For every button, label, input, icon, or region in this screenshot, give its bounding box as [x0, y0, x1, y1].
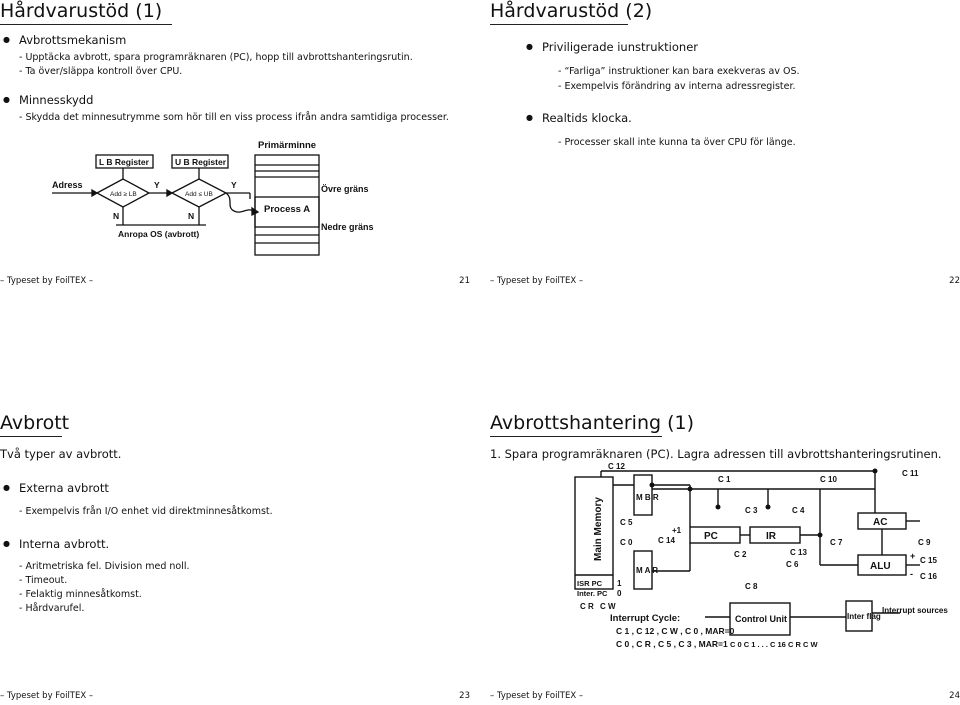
title-underline [490, 436, 662, 437]
c5-label: C 5 [620, 518, 633, 527]
slide-title: Hårdvarustöd (1) [0, 0, 163, 22]
memory-protection-diagram [0, 135, 470, 255]
no-label-1: N [113, 211, 120, 221]
c2-label: C 2 [734, 550, 747, 559]
c3-label: C 3 [745, 506, 758, 515]
page-number: 23 [459, 691, 470, 701]
inter-pc-label: Inter. PC [577, 589, 608, 598]
ir-label: IR [766, 531, 776, 542]
page-number: 21 [459, 276, 470, 286]
title-underline [0, 24, 172, 25]
sub-item: - Ta över/släppa kontroll över CPU. [19, 66, 183, 77]
c14-label: C 14 [658, 536, 675, 545]
c8-label: C 8 [745, 582, 758, 591]
address-label: Adress [52, 180, 83, 190]
bullet-avbrottsmekanism: ● Avbrottsmekanism [19, 33, 126, 47]
interrupt-cycle-title: Interrupt Cycle: [610, 613, 681, 624]
bullet-interna: ● Interna avbrott. [19, 537, 109, 551]
plus-one-label: +1 [672, 526, 682, 535]
lower-bound-label: Nedre gräns [321, 222, 374, 232]
ub-register-label: U B Register [175, 157, 227, 167]
page-number: 24 [949, 691, 960, 701]
c16-label: C 16 [920, 572, 937, 581]
interrupt-sources-label: Interrupt sources [882, 606, 948, 615]
bullet-externa: ● Externa avbrott [19, 481, 109, 495]
slide-23 [0, 355, 470, 700]
slide-22 [490, 0, 960, 345]
isr-pc-label: ISR PC [577, 579, 603, 588]
control-signals-label: C 0 C 1 . . . C 16 C R C W [730, 640, 818, 649]
control-unit-label: Control Unit [735, 614, 787, 624]
c12-label: C 12 [608, 462, 625, 471]
sub-item: - Upptäcka avbrott, spara programräknaren (PC), hopp till avbrottshanteringsrutin. [19, 52, 413, 63]
interrupt-cycle-step1: C 1 , C 12 , C W , C 0 , MAR=0 [616, 626, 735, 636]
interrupt-cpu-diagram [490, 462, 960, 667]
bullet-priviligerade: ● Priviligerade iunstruktioner [542, 40, 698, 54]
sub-item: - Felaktig minnesåtkomst. [19, 589, 142, 600]
footer-typeset: – Typeset by FoilTEX – [490, 276, 584, 286]
inter-flag-label: Inter flag [847, 612, 881, 621]
title-underline [490, 24, 628, 25]
footer-typeset: – Typeset by FoilTEX – [0, 276, 94, 286]
sub-item: - “Farliga” instruktioner kan bara exekveras av OS. [558, 66, 800, 77]
slide-21 [0, 0, 470, 345]
lb-register-label: L B Register [99, 157, 149, 167]
sub-item: - Exempelvis förändring av interna adressregister. [558, 81, 796, 92]
c9-label: C 9 [918, 538, 931, 547]
title-underline [0, 436, 62, 437]
yes-label-1: Y [154, 180, 160, 190]
slide-24 [490, 355, 960, 700]
sub-item: - Skydda det minnesutrymme som hör till en viss process ifrån andra samtidiga processer. [19, 112, 449, 123]
sub-item: - Hårdvarufel. [19, 603, 85, 614]
mbr-label: M B R [636, 493, 659, 502]
mem-one-label: 1 [617, 579, 622, 588]
slide-title: Avbrottshantering (1) [490, 412, 695, 434]
ub-compare-label: Add ≤ UB [185, 191, 213, 198]
footer-typeset: – Typeset by FoilTEX – [490, 691, 584, 701]
main-memory-label: Main Memory [593, 497, 604, 561]
c10-label: C 10 [820, 475, 837, 484]
page-number: 22 [949, 276, 960, 286]
bullet-realtids: ● Realtids klocka. [542, 111, 632, 125]
lb-compare-label: Add ≥ LB [110, 191, 137, 198]
c7-label: C 7 [830, 538, 843, 547]
minus-label: - [910, 569, 913, 579]
mem-zero-label: 0 [617, 589, 622, 598]
plus-label: + [910, 551, 916, 561]
c13-label: C 13 [790, 548, 807, 557]
cr-label: C R [580, 602, 594, 611]
sub-item: - Aritmetriska fel. Division med noll. [19, 561, 190, 572]
ac-label: AC [873, 517, 888, 528]
pc-label: PC [704, 531, 718, 542]
sub-item: - Processer skall inte kunna ta över CPU för länge. [558, 137, 796, 148]
intro-text: 1. Spara programräknaren (PC). Lagra adressen till avbrottshanteringsrutinen. [490, 447, 942, 461]
intro-text: Två typer av avbrott. [0, 447, 122, 461]
process-label: Process A [264, 204, 311, 215]
slide-title: Hårdvarustöd (2) [490, 0, 653, 22]
c15-label: C 15 [920, 556, 937, 565]
interrupt-cycle-step2: C 0 , C R , C 5 , C 3 , MAR=1 [616, 639, 728, 649]
yes-label-2: Y [231, 180, 237, 190]
cw-label: C W [600, 602, 616, 611]
mar-label: M A R [636, 566, 659, 575]
alu-label: ALU [870, 561, 891, 572]
upper-bound-label: Övre gräns [321, 184, 369, 194]
c4-label: C 4 [792, 506, 805, 515]
primary-memory-label: Primärminne [258, 140, 317, 151]
call-os-label: Anropa OS (avbrott) [118, 229, 200, 239]
slide-title: Avbrott [0, 412, 70, 434]
bullet-minnesskydd: ● Minnesskydd [19, 93, 93, 107]
sub-item: - Timeout. [19, 575, 68, 586]
c11-label: C 11 [902, 469, 919, 478]
footer-typeset: – Typeset by FoilTEX – [0, 691, 94, 701]
c0-label: C 0 [620, 538, 633, 547]
no-label-2: N [188, 211, 195, 221]
sub-item: - Exempelvis från I/O enhet vid direktminnesåtkomst. [19, 506, 273, 517]
c1-label: C 1 [718, 475, 731, 484]
c6-label: C 6 [786, 560, 799, 569]
